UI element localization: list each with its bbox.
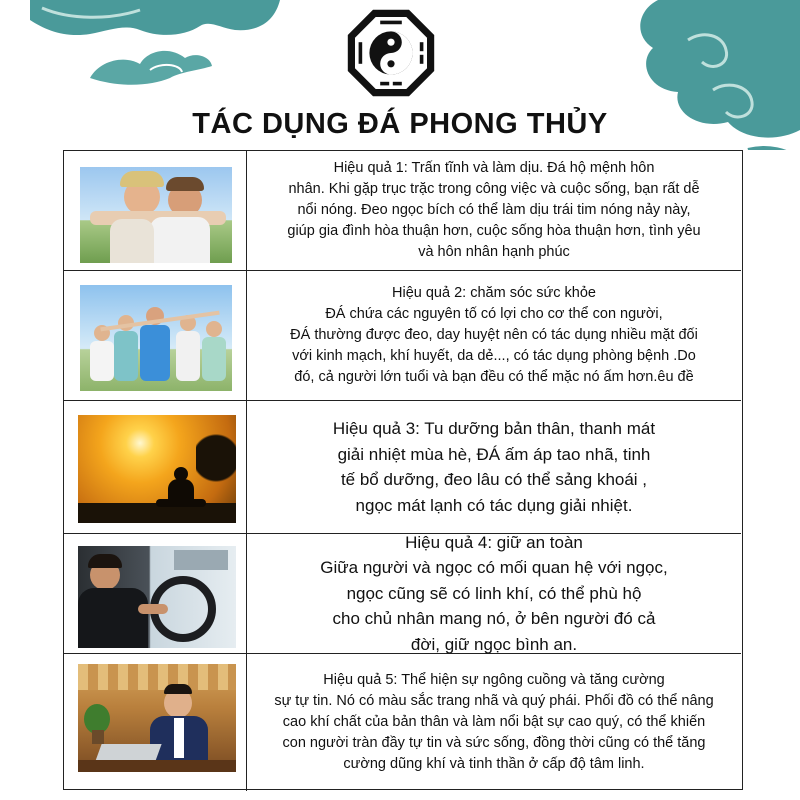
effect-text: Hiệu quả 5: Thể hiện sự ngông cuồng và tăng cường sự tự tin. Nó có màu sắc trang nhã và quý phái. Phối đồ có thể nâng cao khí chất của bản thân và làm nổi bật sự cao quý, có thể khiến con người tràn đầy tự tin và sức sống, đồng thời cũng có thể tăng cường dũng khí và tinh thần ở cấp độ tâm linh. <box>274 671 714 773</box>
image-cell <box>64 271 247 400</box>
cloud-decoration-left <box>30 0 280 95</box>
effect-text: Hiệu quả 3: Tu dưỡng bản thân, thanh mát giải nhiệt mùa hè, ĐÁ ấm áp tao nhã, tinh tế bổ dưỡng, đeo lâu có thể sảng khoái , ngọc mát lạnh có tác dụng giải nhiệt. <box>332 419 656 515</box>
couple-outdoors-photo <box>80 167 232 263</box>
image-cell <box>64 534 247 653</box>
effect-row-3 <box>64 401 741 534</box>
effect-row-4 <box>64 534 741 654</box>
man-driving-photo <box>78 546 236 648</box>
yin-yang-bagua-icon <box>346 8 436 98</box>
effects-table <box>63 150 743 790</box>
effect-row-2 <box>64 271 741 401</box>
meditation-sunset-photo <box>78 415 236 523</box>
effect-text: Hiệu quả 2: chăm sóc sức khỏe ĐÁ chứa các nguyên tố có lợi cho cơ thể con người, ĐÁ thường được đeo, day huyệt nên có tác dụng nhiều mặt đối với kinh mạch, khí huyết, da dẻ..., có tác dụng phòng bệnh .Do đó, cả người lớn tuổi và bạn đều có thể mặc nó ấm hơn.êu đề <box>290 284 698 386</box>
businessman-office-photo <box>78 664 236 772</box>
group-exercise-photo <box>80 285 232 391</box>
effect-text: Hiệu quả 1: Trấn tĩnh và làm dịu. Đá hộ mệnh hôn nhân. Khi gặp trục trặc trong công việc và cuộc sống, bạn rất dễ nổi nóng. Đeo ngọc bích có thể làm dịu trái tim nóng nảy này, giúp gia đình hòa thuận hơn, cuộc sống hòa thuận hơn, tình yêu và hôn nhân hạnh phúc <box>287 159 701 261</box>
image-cell <box>64 151 247 270</box>
effect-text: Hiệu quả 4: giữ an toàn Giữa người và ngọc có mối quan hệ với ngọc, ngọc cũng sẽ có linh khí, có thể phù hộ cho chủ nhân mang nó, ở bên người đó cả đời, giữ ngọc bình an. <box>320 532 668 654</box>
effect-row-5 <box>64 654 741 791</box>
image-cell <box>64 401 247 533</box>
effect-row-1 <box>64 151 741 271</box>
image-cell <box>64 654 247 791</box>
page-title: TÁC DỤNG ĐÁ PHONG THỦY <box>192 108 608 140</box>
